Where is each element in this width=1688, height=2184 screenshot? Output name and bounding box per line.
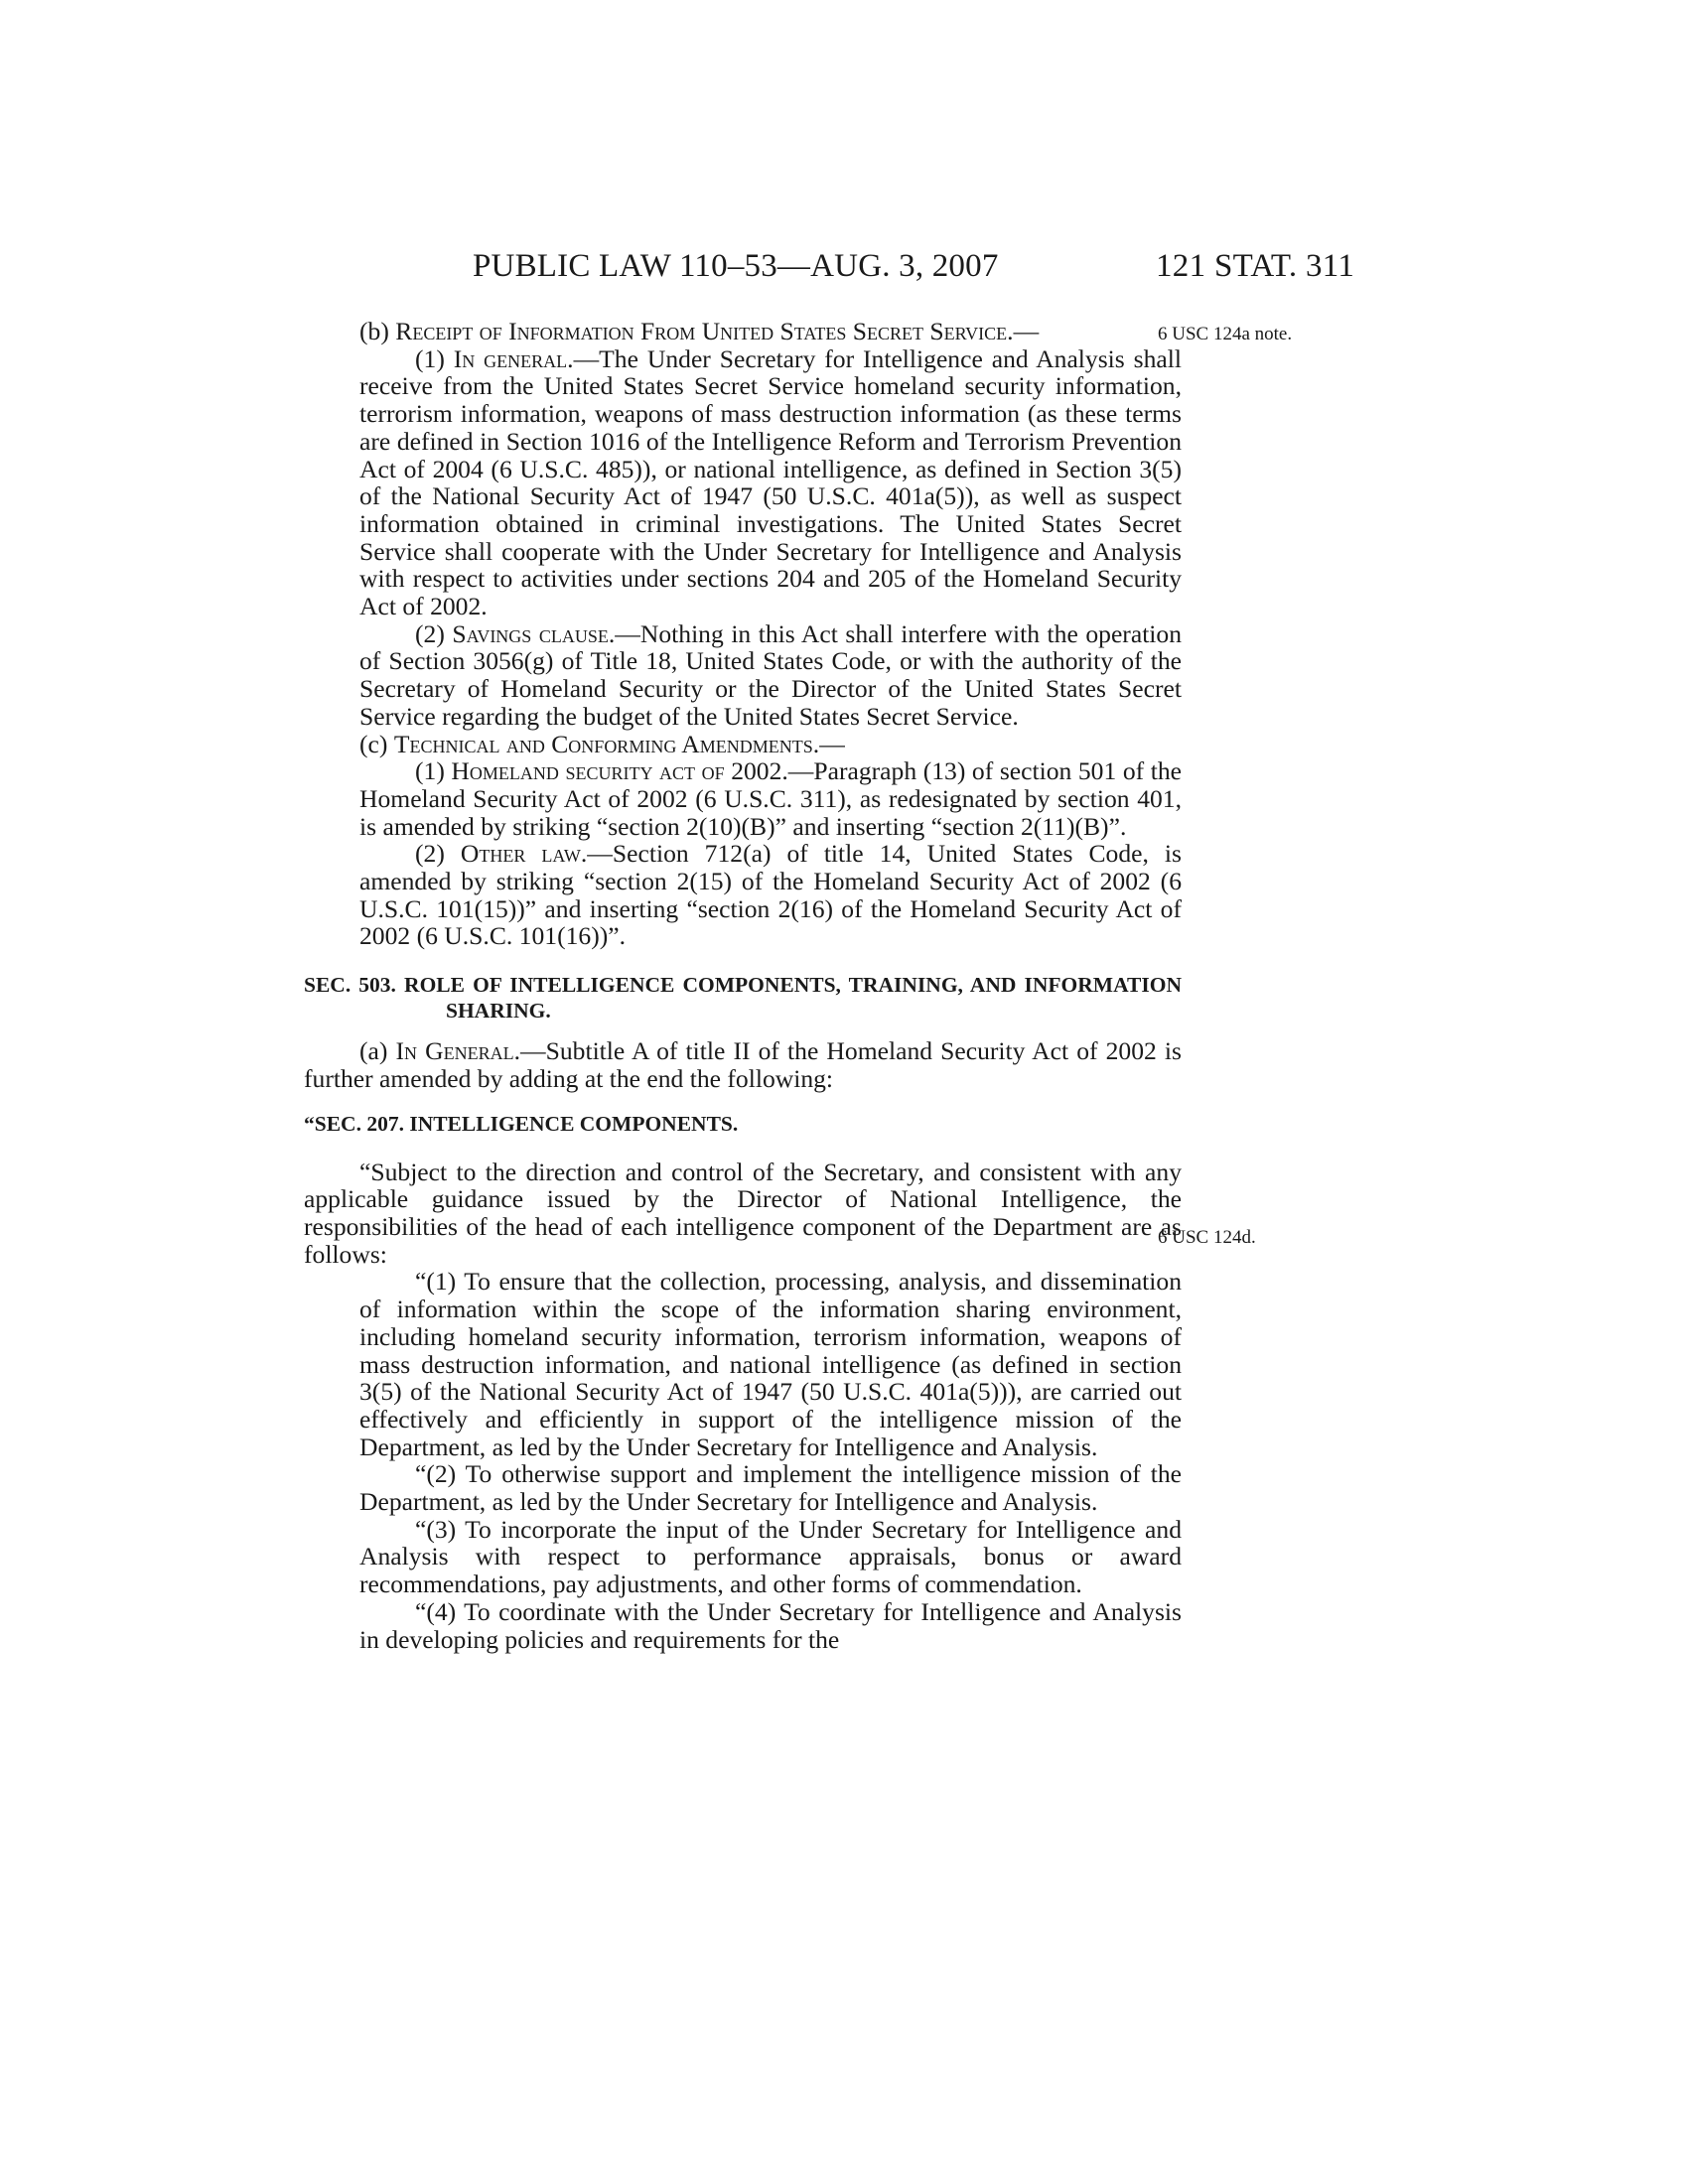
paragraph-c1-text: —Paragraph (13) of section 501 of the Homeland Security Act of 2002 (6 U.S.C. 311), as redesignated by section 401, is amended by striking “section 2(10)(B)” and inserting “section 2(11)(B)”. — [359, 756, 1183, 841]
document-body — [304, 318, 1182, 1653]
section-207-intro: “Subject to the direction and control of the Secretary, and consistent with any applicable guidance issued by the Director of National Intelligence, the responsibilities of the head of each intelligence component of the Department are as follows: — [304, 1157, 1182, 1269]
responsibility-1: “(1) To ensure that the collection, processing, analysis, and dissemination of information within the scope of the information sharing environment, including homeland security information, terrorism information, weapons of mass destruction information, and national intelligence (as defined in section 3(5) of the National Security Act of 1947 (50 U.S.C. 401a(5))), are carried out effectively and efficiently in support of the intelligence mission of the Department, as led by the Under Secretary for Intelligence and Analysis. — [359, 1267, 1182, 1461]
paragraph-b2-text: —Nothing in this Act shall interfere with the operation of Section 3056(g) of Title 18, United States Code, or with the authority of the Secretary of Homeland Security or the Director of the United States Secret Service regarding the budget of the United States Secret Service. — [359, 618, 1183, 731]
margin-note-124d: 6 USC 124d. — [1158, 1227, 1256, 1248]
subsection-a-general — [304, 1037, 1182, 1092]
margin-note-124a: 6 USC 124a note. — [1158, 324, 1293, 344]
paragraph-c2-text: —Section 712(a) of title 14, United States Code, is amended by striking “section 2(15) of the Homeland Security Act of 2002 (6 U.S.C. 101(15))” and inserting “section 2(16) of the Homeland Security Act of 2002 (6 U.S.C. 101(16))”. — [359, 839, 1182, 951]
paragraph-b1-caption: In general. — [453, 343, 574, 373]
subsection-c-dash: — — [819, 729, 845, 758]
paragraph-c2-caption: Other law. — [460, 839, 588, 869]
paragraph-c2-label: (2) — [415, 839, 461, 869]
paragraph-b2 — [304, 620, 1182, 731]
paragraph-c2 — [304, 840, 1182, 950]
subsection-b-caption: Receipt of Information From United States Secret Service. — [395, 317, 1014, 345]
subsection-a-label: (a) — [359, 1036, 396, 1066]
paragraph-b2-caption: Savings clause. — [452, 618, 616, 648]
subsection-a-text: —Subtitle A of title II of the Homeland Security Act of 2002 is further amended by adding at the end the following: — [304, 1036, 1182, 1093]
subsection-b-label: (b) — [359, 317, 396, 345]
paragraph-c1 — [304, 757, 1182, 840]
section-503-heading: SEC. 503. ROLE OF INTELLIGENCE COMPONENTS, TRAINING, AND INFORMATION SHARING. — [304, 973, 1182, 1024]
stat-page-number: 121 STAT. 311 — [1156, 248, 1355, 284]
paragraph-b2-label: (2) — [415, 618, 453, 648]
running-header — [0, 248, 1688, 288]
responsibility-4: “(4) To coordinate with the Under Secretary for Intelligence and Analysis in developing policies and requirements for the — [359, 1596, 1182, 1654]
subsection-c-caption: Technical and Conforming Amendments. — [393, 729, 820, 758]
responsibility-3: “(3) To incorporate the input of the Under Secretary for Intelligence and Analysis with respect to performance appraisals, bonus or award recommendations, pay adjustments, and other forms of commendation. — [359, 1514, 1182, 1599]
section-207-heading: “SEC. 207. INTELLIGENCE COMPONENTS. — [304, 1111, 739, 1136]
paragraph-b1-label: (1) — [415, 343, 454, 373]
subsection-b-dash: — — [1013, 317, 1040, 345]
paragraph-b1-text: —The Under Secretary for Intelligence and Analysis shall receive from the United States Secret Service homeland security information, terrorism information, weapons of mass destruction information (as these terms are defined in Section 1016 of the Intelligence Reform and Terrorism Prevention Act of 2004 (6 U.S.C. 485)), or national intelligence, as defined in Section 3(5) of the National Security Act of 1947 (50 U.S.C. 401a(5)), as well as suspect information obtained in criminal investigations. The United States Secret Service shall cooperate with the Under Secretary for Intelligence and Analysis with respect to activities under sections 204 and 205 of the Homeland Security Act of 2002. — [359, 343, 1182, 621]
paragraph-c1-label: (1) — [415, 756, 452, 786]
subsection-a-caption: In General. — [395, 1036, 521, 1066]
subsection-c-heading — [304, 731, 1182, 758]
public-law-title: PUBLIC LAW 110–53—AUG. 3, 2007 — [473, 248, 999, 284]
responsibility-2: “(2) To otherwise support and implement the intelligence mission of the Department, as led by the Under Secretary for Intelligence and Analysis. — [359, 1459, 1182, 1517]
paragraph-b1 — [304, 345, 1182, 620]
subsection-c-label: (c) — [359, 729, 394, 758]
subsection-b-heading — [304, 318, 1182, 345]
paragraph-c1-caption: Homeland security act of 2002. — [451, 756, 788, 786]
